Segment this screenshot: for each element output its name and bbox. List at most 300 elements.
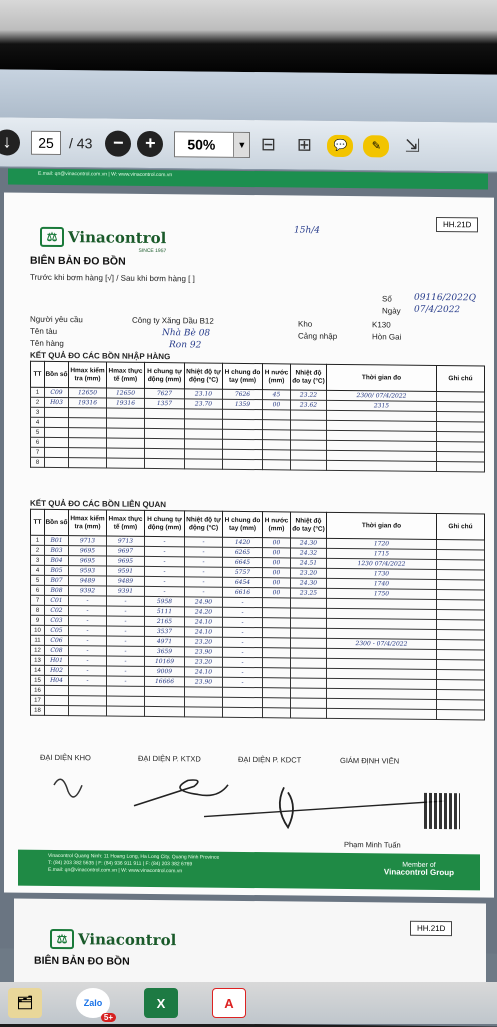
port-value: Hòn Gai [372,332,402,342]
table-cell [291,450,327,460]
footer-phone: T: (84) 203 382 5635 | F: (84) 936 911 911 | F: (84) 203 382 6769 [48,859,193,868]
table-cell [291,608,327,618]
table-cell: - [69,596,107,606]
table-cell [69,686,107,696]
fit-page-icon[interactable]: ⊟ [260,134,276,155]
table-cell [107,418,145,428]
table-cell: 14 [31,665,45,675]
table-cell: - [69,606,107,616]
table-cell: 9489 [107,576,145,586]
table-cell: 12 [31,645,45,655]
table-cell [437,421,485,432]
table-cell [327,460,437,471]
table-cell [263,450,291,460]
table-cell: 23.70 [185,399,223,409]
table-cell: C03 [45,615,69,625]
table-cell [263,668,291,678]
table-cell: 2300/ 07/4/2022 [327,390,437,401]
column-header: H chung tự động (mm) [145,362,185,388]
table-cell: 1420 [223,537,263,547]
table-cell [69,458,107,468]
table-cell: 1357 [145,398,185,408]
table-cell: 5757 [223,567,263,577]
table-cell [185,409,223,419]
table-cell: 17 [31,695,45,705]
table-cell [437,659,485,670]
table-cell: - [69,656,107,666]
table-cell: - [107,616,145,626]
column-header: TT [31,509,45,535]
table-cell [107,686,145,696]
table-cell [437,441,485,452]
table-cell [69,438,107,448]
table-cell: 6 [31,437,45,447]
table-cell [223,449,263,459]
table-cell [291,668,327,678]
so-label: Số [382,294,392,304]
table-cell: - [107,646,145,656]
table-cell [45,685,69,695]
zoom-in-button[interactable]: + [137,130,163,156]
table-cell [45,695,69,705]
table-cell: 9591 [107,566,145,576]
handwritten-note: 15h/4 [294,225,321,236]
table-cell: 8 [31,605,45,615]
table-cell [145,686,185,696]
table-cell [291,430,327,440]
table-cell [185,439,223,449]
table-cell [291,698,327,708]
table-cell [145,408,185,418]
table-cell [223,419,263,429]
table-cell: 9713 [69,536,107,546]
table-cell: 4971 [145,636,185,646]
table-cell [263,608,291,618]
logo-since: SINCE 1957 [138,247,167,255]
table-cell: - [145,546,185,556]
table-cell [291,678,327,688]
requester-value: Công ty Xăng Dầu B12 [132,315,214,326]
column-header: H chung đo tay (mm) [223,363,263,389]
table-cell [263,658,291,668]
table-cell: B01 [45,535,69,545]
screen [0,69,497,1026]
table-cell: - [223,637,263,647]
table-cell: 6645 [223,557,263,567]
table-cell [263,598,291,608]
table-cell [223,697,263,707]
table-cell [263,618,291,628]
table-cell: 7 [31,447,45,457]
column-header: H chung tự động (mm) [145,510,185,536]
table-cell [437,589,485,600]
requester-label: Người yêu cầu [30,314,83,325]
table-cell: 9697 [107,546,145,556]
table-cell [437,549,485,560]
table-cell: 2300 - 07/4/2022 [327,638,437,649]
next-vinacontrol-logo [50,929,176,950]
table-cell [437,629,485,640]
sig-gdv-label: GIÁM ĐỊNH VIÊN [340,755,400,766]
table-cell: C01 [45,595,69,605]
table-cell: - [223,647,263,657]
table-cell: 9713 [107,536,145,546]
table-cell: 24.32 [291,548,327,558]
table-cell: 23.62 [291,400,327,410]
ship-value: Nhà Bè 08 [162,328,211,339]
cargo-label: Tên hàng [30,338,64,349]
table-cell [45,417,69,427]
table-cell: 19316 [69,398,107,408]
logo-text: Vinacontrol [68,228,167,248]
table-cell [107,458,145,468]
table-cell: 8 [31,457,45,467]
table-cell: 00 [263,548,291,558]
table-cell [69,448,107,458]
next-report-title: BIÊN BẢN ĐO BỒN [34,954,130,968]
table-cell: - [107,656,145,666]
table-cell [437,669,485,680]
monitor-bezel [0,0,497,78]
column-header: Nhiệt độ tự động (°C) [185,511,223,537]
table-cell: 24.20 [185,607,223,617]
table-cell [145,706,185,716]
table-cell: 1359 [223,399,263,409]
table-cell [185,697,223,707]
import-tanks-table [30,361,485,473]
table-cell [223,409,263,419]
table-cell: 24.10 [185,667,223,677]
related-tanks-table [30,509,485,721]
table-cell [185,687,223,697]
table-cell: 9392 [69,586,107,596]
next-form-code: HH.21D [410,921,452,936]
table-cell [185,707,223,717]
table-cell [437,539,485,550]
highlight-icon[interactable]: ✎ [363,135,389,157]
table-cell: 12650 [107,388,145,398]
fit-width-icon[interactable]: ⊞ [296,134,312,155]
ngay-value: 07/4/2022 [414,304,461,316]
table-cell: - [107,626,145,636]
table-cell [45,447,69,457]
comment-icon[interactable]: 💬 [327,134,353,156]
table-cell: 1720 [327,538,437,549]
table-cell [263,638,291,648]
column-header: Hmax thực tế (mm) [107,510,145,536]
zalo-icon[interactable] [76,988,113,1022]
table-cell [107,696,145,706]
table-cell [327,708,437,719]
table-cell: - [145,566,185,576]
sig-kdct-label: ĐẠI DIỆN P. KDCT [238,754,302,765]
table-cell: - [69,666,107,676]
table-cell: 5 [31,427,45,437]
page-total-label: / 43 [69,134,93,151]
table-cell [145,696,185,706]
kho-value: K130 [372,320,391,330]
table-cell [437,391,485,402]
excel-icon[interactable]: X [144,988,178,1018]
table-cell [437,569,485,580]
file-explorer-icon[interactable]: 🗂 [8,988,42,1018]
table-cell: 2315 [327,400,437,411]
port-label: Cảng nhập [298,331,338,341]
column-header: Bồn số [45,509,69,535]
table-cell [69,696,107,706]
table-cell: 2 [31,545,45,555]
table-cell: 1730 [327,568,437,579]
table-cell: 7626 [223,389,263,399]
table-cell: 6265 [223,547,263,557]
pumping-status: Trước khi bơm hàng [√] / Sau khi bơm hàng [ ] [30,272,195,284]
table-cell [437,579,485,590]
table-cell: - [107,596,145,606]
table-cell: - [223,597,263,607]
table-cell [107,428,145,438]
table-cell: B08 [45,585,69,595]
table-cell [263,678,291,688]
zoom-out-button[interactable]: − [105,130,131,156]
table-cell [437,401,485,412]
table-cell: 23.90 [185,647,223,657]
export-icon[interactable]: ⇲ [404,135,420,156]
table-cell [437,649,485,660]
table-cell [263,698,291,708]
table-cell: 7627 [145,388,185,398]
table-cell [437,451,485,462]
table-cell: 13 [31,655,45,665]
table-cell: 45 [263,390,291,400]
table-cell: 2 [31,397,45,407]
column-header: Nhiệt độ tự động (°C) [185,363,223,389]
table-cell: - [69,616,107,626]
table-cell: 1740 [327,578,437,589]
table-cell: H02 [45,665,69,675]
table-cell [145,418,185,428]
table-cell: 9 [31,615,45,625]
table-cell: 2165 [145,616,185,626]
table-cell: 24.10 [185,627,223,637]
table-cell: 00 [263,568,291,578]
table-cell [437,619,485,630]
table-cell: C02 [45,605,69,615]
table-cell [291,410,327,420]
table-cell: 24.30 [291,538,327,548]
table-cell: C08 [45,645,69,655]
document-view[interactable] [0,168,497,968]
column-header: H nước (mm) [263,512,291,538]
table-cell: - [145,556,185,566]
table-cell: 23.10 [185,389,223,399]
table-cell: 5958 [145,596,185,606]
table-cell: 4 [31,565,45,575]
next-logo-text: Vinacontrol [78,930,177,950]
table-cell [437,699,485,710]
column-header: Thời gian đo [327,364,437,391]
next-scale-icon: ⚖ [50,929,74,949]
table-cell [45,427,69,437]
table-cell: 3659 [145,646,185,656]
table-cell [145,458,185,468]
table-cell [185,419,223,429]
page-footer [18,850,480,891]
table-cell: B05 [45,565,69,575]
report-title: BIÊN BẢN ĐO BỒN [30,254,126,268]
footer-address: Vinacontrol Quang Ninh: 11 Hoang Long, Ha Long City, Quang Ninh Province [48,852,220,861]
table-cell [45,437,69,447]
ngay-label: Ngày [382,306,401,316]
table-cell: 23.22 [291,390,327,400]
table-cell [437,639,485,650]
table-cell: - [145,576,185,586]
table-cell: 9695 [107,556,145,566]
table-cell [263,628,291,638]
footer-group: Vinacontrol Group [383,867,454,878]
table-cell: 24.51 [291,558,327,568]
table-cell: 3 [31,407,45,417]
table-cell [263,430,291,440]
table-cell [291,658,327,668]
sig-ktxd-label: ĐẠI DIỆN P. KTXD [138,753,201,764]
table-cell: - [107,636,145,646]
table-cell: - [69,626,107,636]
table-cell: 5 [31,575,45,585]
table-cell: 00 [263,538,291,548]
table-cell [185,459,223,469]
ship-label: Tên tàu [30,326,58,336]
vinacontrol-logo [40,227,167,255]
table-cell [107,706,145,716]
table-cell [291,688,327,698]
table-cell [145,428,185,438]
table-cell [291,648,327,658]
table-cell [69,428,107,438]
table-cell: 6 [31,585,45,595]
table-cell: 12650 [69,388,107,398]
table-cell: 00 [263,588,291,598]
footer-email: E.mail: qn@vinacontrol.com.vn | W: www.vinacontrol.com.vn [48,866,183,875]
table-cell: 23.90 [185,677,223,687]
table-cell [291,420,327,430]
table-cell [263,410,291,420]
footer-member-label: Member of [402,861,436,869]
table-cell [291,638,327,648]
table-cell: - [69,646,107,656]
table-cell [437,559,485,570]
taskbar [0,982,497,1024]
table-cell [223,687,263,697]
table-cell [263,648,291,658]
table-cell [263,460,291,470]
table-cell [223,707,263,717]
table-cell: - [185,567,223,577]
table-cell: 10 [31,625,45,635]
table-cell: - [223,667,263,677]
table-cell [437,679,485,690]
table-cell: 1715 [327,548,437,559]
column-header: Ghi chú [437,365,485,392]
table-cell: 1230 07/4/2022 [327,558,437,569]
column-header: Hmax kiểm tra (mm) [69,510,107,536]
column-header: H nước (mm) [263,364,291,390]
menu-bar [0,69,497,122]
scale-icon: ⚖ [40,227,64,247]
column-header: TT [31,361,45,387]
table-cell [145,438,185,448]
table-cell: 9489 [69,576,107,586]
table-cell: - [185,557,223,567]
table-cell: 1 [31,535,45,545]
column-header: Hmax thực tế (mm) [107,362,145,388]
zalo-label: Zalo [83,998,103,1008]
table-cell: 1 [31,387,45,397]
table-cell: 3537 [145,626,185,636]
table-cell: 4 [31,417,45,427]
table-cell: - [223,627,263,637]
table-cell: - [185,577,223,587]
download-arrow-icon[interactable]: ↓ [0,129,20,155]
table-cell [145,448,185,458]
kho-label: Kho [298,319,313,329]
so-value: 09116/2022Q [414,292,476,304]
table-cell: 10169 [145,656,185,666]
table-cell [291,460,327,470]
page-number-input[interactable]: 25 [31,130,61,154]
table-cell: 9695 [69,556,107,566]
table-cell: H03 [45,397,69,407]
table-cell: B03 [45,545,69,555]
table-cell: C09 [45,387,69,397]
table-cell: C06 [45,635,69,645]
table-cell: 00 [263,578,291,588]
inspector-name: Phạm Minh Tuấn [344,840,401,850]
form-code: HH.21D [436,217,478,232]
table-cell: - [69,676,107,686]
chevron-down-icon[interactable]: ▼ [233,132,249,156]
table-cell [223,439,263,449]
column-header: Bồn số [45,361,69,387]
table-cell: - [185,537,223,547]
zoom-select[interactable] [174,131,250,158]
table-cell: 23.25 [291,588,327,598]
table-cell [291,708,327,718]
table-cell [263,420,291,430]
pdf-toolbar [0,117,497,172]
qr-code [424,793,460,829]
table-cell [291,628,327,638]
table-cell [185,449,223,459]
table-cell: H01 [45,655,69,665]
table-cell: - [185,587,223,597]
table-cell: 1750 [327,588,437,599]
zalo-badge: 5+ [101,1013,116,1022]
table-cell [437,431,485,442]
table-cell: 16 [31,685,45,695]
table-cell: 9593 [69,566,107,576]
table-cell: - [223,677,263,687]
signatures [34,765,454,839]
table-cell: - [185,547,223,557]
table-cell: - [223,607,263,617]
column-header: Nhiệt độ đo tay (°C) [291,364,327,390]
table-cell: - [145,536,185,546]
pdf-reader-icon[interactable]: A [212,988,246,1018]
table-cell [437,599,485,610]
table-cell: - [223,657,263,667]
table-cell: 00 [263,400,291,410]
table-cell [263,708,291,718]
